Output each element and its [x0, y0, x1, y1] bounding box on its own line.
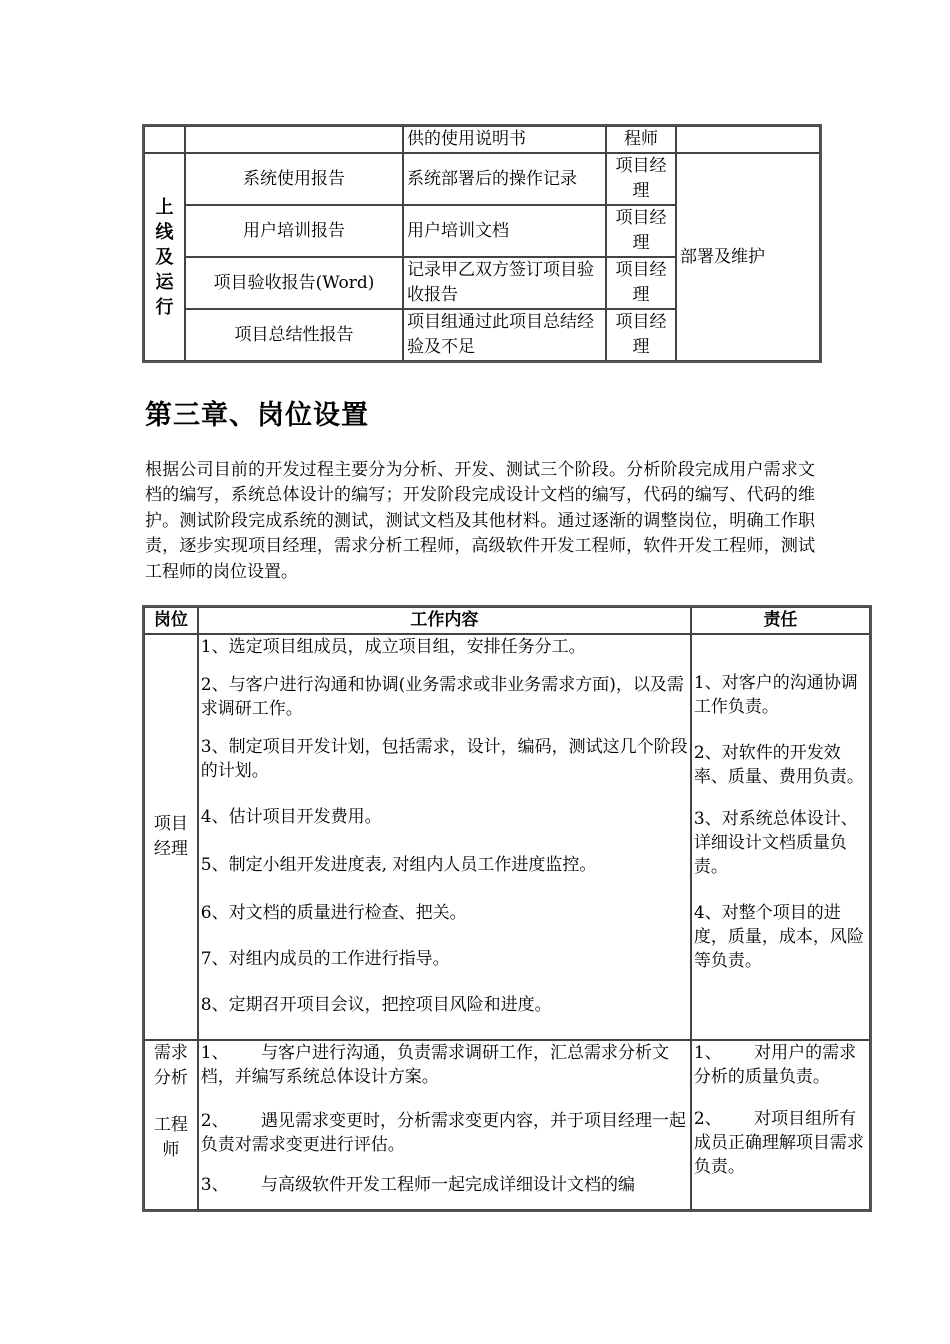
deliverable-name: 项目总结性报告 — [185, 309, 403, 361]
header-post: 岗位 — [144, 607, 198, 634]
work-item: 2、 遇见需求变更时，分析需求变更内容，并于项目经理一起负责对需求变更进行评估。 — [200, 1111, 687, 1155]
post-label-line: 工程师 — [153, 1115, 188, 1160]
deliverable-role: 程师 — [606, 126, 676, 153]
table-row — [144, 126, 820, 153]
work-item: 2、与客户进行沟通和协调(业务需求或非业务需求方面)，以及需求调研工作。 — [200, 675, 684, 719]
deliverable-role: 项目经理 — [606, 205, 676, 257]
responsibility-cell — [691, 1040, 870, 1210]
chapter-title: 第三章、岗位设置 — [145, 400, 369, 431]
deliverable-role: 项目经理 — [606, 309, 676, 361]
deliverable-name: 系统使用报告 — [185, 153, 403, 205]
resp-item: 3、对系统总体设计、详细设计文档质量负责。 — [693, 809, 858, 877]
deliverable-desc: 系统部署后的操作记录 — [403, 153, 606, 205]
header-work: 工作内容 — [198, 607, 691, 634]
deliverable-desc: 项目组通过此项目总结经验及不足 — [403, 309, 606, 361]
resp-item: 4、对整个项目的进度，质量，成本，风险等负责。 — [693, 903, 864, 971]
deliverable-role: 项目经理 — [606, 153, 676, 205]
stage-label-char: 线 — [155, 221, 174, 243]
table-row — [144, 1040, 870, 1210]
stage-cell — [144, 126, 185, 153]
deliverable-desc: 记录甲乙双方签订项目验收报告 — [403, 257, 606, 309]
work-item: 3、制定项目开发计划，包括需求，设计，编码，测试这几个阶段的计划。 — [200, 737, 688, 781]
resp-item: 1、 对用户的需求分析的质量负责。 — [693, 1043, 857, 1087]
resp-item: 1、对客户的沟通协调工作负责。 — [693, 673, 858, 717]
post-project-manager: 项目经理 — [144, 634, 198, 1040]
work-content-cell — [198, 1040, 691, 1210]
stage-label-char: 运 — [155, 271, 174, 293]
stage-label-char: 上 — [155, 196, 174, 218]
deliverable-desc: 供的使用说明书 — [403, 126, 606, 153]
responsibility-cell — [691, 634, 870, 1040]
stage-note-cell — [676, 126, 820, 153]
resp-item: 2、 对项目组所有成员正确理解项目需求负责。 — [693, 1109, 864, 1177]
work-item: 5、制定小组开发进度表, 对组内人员工作进度监控。 — [200, 855, 597, 875]
table-header-row — [144, 607, 870, 634]
work-item: 3、 与高级软件开发工程师一起完成详细设计文档的编 — [200, 1175, 636, 1195]
header-resp: 责任 — [691, 607, 870, 634]
work-item: 7、对组内成员的工作进行指导。 — [200, 949, 450, 969]
deliverables-table — [142, 124, 822, 363]
intro-paragraph: 根据公司目前的开发过程主要分为分析、开发、测试三个阶段。分析阶段完成用户需求文档的编写，系统总体设计的编写；开发阶段完成设计文档的编写，代码的编写、代码的维护。测试阶段完成系统的测试，测试文档及其他材料。通过逐渐的调整岗位，明确工作职责，逐步实现项目经理，需求分析工程师，高级软件开发工程师，软件开发工程师，测试工程师的岗位设置。 — [145, 460, 815, 582]
work-item: 8、定期召开项目会议，把控项目风险和进度。 — [200, 995, 552, 1015]
work-item: 4、估计项目开发费用。 — [200, 807, 382, 827]
deliverable-name — [185, 126, 403, 153]
work-content-cell — [198, 634, 691, 1040]
stage-label-char: 行 — [155, 296, 174, 318]
work-item: 1、选定项目组成员，成立项目组，安排任务分工。 — [200, 637, 586, 657]
deliverable-name: 用户培训报告 — [185, 205, 403, 257]
resp-item: 2、对软件的开发效率、质量、费用负责。 — [693, 743, 864, 787]
deliverable-desc: 用户培训文档 — [403, 205, 606, 257]
work-item: 1、 与客户进行沟通，负责需求调研工作，汇总需求分析文档，并编写系统总体设计方案。 — [200, 1043, 670, 1087]
post-requirements-analyst — [144, 1040, 198, 1210]
stage-label-char: 及 — [155, 246, 174, 268]
positions-table — [142, 605, 872, 1212]
table-row — [144, 634, 870, 1040]
stage-label — [144, 153, 185, 361]
table-row — [144, 153, 820, 205]
work-item: 6、对文档的质量进行检查、把关。 — [200, 903, 467, 923]
post-label-line: 需求分析 — [153, 1043, 188, 1088]
deliverable-role: 项目经理 — [606, 257, 676, 309]
deliverable-name: 项目验收报告(Word) — [185, 257, 403, 309]
stage-note: 部署及维护 — [676, 153, 820, 361]
